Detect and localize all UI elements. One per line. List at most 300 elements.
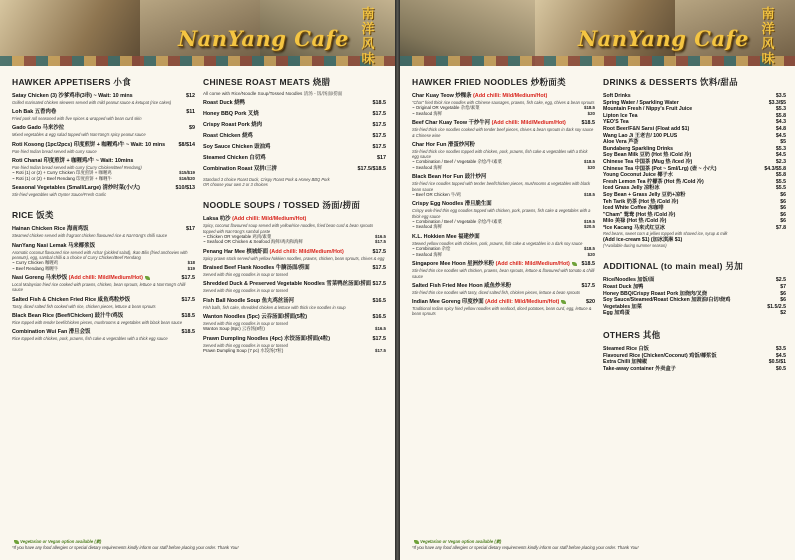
menu-item-description: Stir-fried thick rice noodles topped with chicken, pork, prawns, fish cake & vegetables with a thick egg sauce [412,148,588,159]
menu-item-row [412,201,595,208]
menu-item-name: Wanton Noodles (5pc) 云吞汤面/捞面(5粒) [203,313,308,320]
menu-item-description: Stir-fried rice noodles topped with tender beef/chicken pieces, mushrooms & vegetables with black bean sauce [412,181,591,192]
menu-item-row [12,125,195,132]
menu-item-price: $8/$14 [178,141,195,148]
menu-item-name: Combination Wui Fan 滑旦会饭 [12,329,91,336]
menu-item-row [603,152,786,159]
banner-artwork [400,0,795,66]
menu-item-price: $17.5 [372,249,386,255]
footer-veg-note: Vegetarian or Vegan option available (素) [20,539,102,545]
menu-item-option [12,266,195,272]
menu-item-row [203,111,386,118]
option-label: ~ Curry Chicken 咖喱鸡 [12,260,58,266]
menu-item-price: $0.5 [775,365,786,372]
menu-item-row [603,225,786,232]
option-label: ~ Beef OR Chicken 牛/鸡 [412,191,461,197]
menu-item-price: $17.5 [372,122,386,128]
menu-item-row [412,283,595,290]
option-price: $18.5 [584,191,595,197]
menu-item-name: Extra Chilli 加辣椒 [603,359,648,366]
menu-item-row [603,126,786,133]
menu-item-price: $5.5 [775,185,786,192]
option-label: ~ Seafood 海鲜 [412,251,443,257]
menu-item-name-wrap [412,234,480,241]
menu-item-row [603,310,786,317]
menu-item [203,281,386,293]
menu-item-row [603,159,786,166]
section-heading: OTHERS 其他 [603,330,661,341]
vegetarian-leaf-icon [414,540,419,544]
menu-item-price: $12 [186,93,195,99]
menu-item-description: Crispy wok-fried thin egg noodles topped with chicken, pork, prawns, fish cake & vegetables with a thick egg sauce [412,208,591,219]
menu-item-price: $5.5 [775,178,786,185]
menu-item-price: $4.5 [775,352,786,359]
menu-item-price: $4.8 [775,125,786,132]
menu-item-name: Black Bean Rice (Beef/Chicken) 豉汁牛/鸡饭 [12,312,124,319]
menu-item-option [412,165,595,171]
menu-item-price: $17.5 [372,281,386,288]
menu-item-row [412,174,595,181]
menu-item-name: Combination Roast 双拼/三拼 [203,166,277,172]
menu-item-name: Braised Beef Flank Noodles 牛腩汤面/捞面 [203,265,310,272]
menu-item-name-wrap [203,265,310,272]
menu-item-row [603,93,786,100]
menu-item-name: Young Coconut Juice 椰子水 [603,172,673,179]
footer-allergy-note: *If you have any food allergies or special dietary requirements kindly inform our staff before placing your order. Thank You! [412,544,639,550]
option-label: ~ Combination / Beef / Vegetable 杂烩/牛/素菜 [412,159,502,165]
menu-item-name: YEO'S Tea [603,119,629,126]
menu-item-row [203,155,386,162]
menu-item-name-wrap [12,297,130,304]
menu-item-description: Spicy, coconut flavoured soup served with yellow/rice noodles, fried bean curd & bean sprouts topped with NanYang's sambal paste [203,223,374,234]
menu-item-description: Stewed yellow noodles with chicken, pork, prawns, fish cake & vegetables in a dark soy sauce [412,240,583,246]
option-price: $19 [187,265,195,271]
menu-item-price: $17.5 [181,296,195,303]
menu-item-name: Roti Chanai 印度煎饼 + 咖喱鸡/牛 ~ Wait: 10mins [12,157,134,164]
footer-allergy-note: *If you have any food allergies or special dietary requirements kindly inform our staff before placing your order. Thank You! [12,544,239,550]
menu-item-description: Spicy prawn stock served with yellow hokkien noodles, prawns, chicken, bean sprouts, chives & egg [203,256,385,261]
menu-item-row [603,100,786,107]
menu-item-row [603,346,786,353]
menu-item-name: Soy Bean + Grass Jelly 豆奶+凉粉 [603,191,686,198]
menu-item-row [12,109,195,116]
menu-item-row [412,234,595,241]
menu-item-row [12,329,195,336]
chilli-option-note: (Add chilli: Mild/Medium/Hot) [491,120,566,127]
menu-item-price: $20 [586,298,595,305]
menu-item-price: $5 [780,139,786,146]
menu-item-price: $5.8 [775,112,786,119]
menu-item-name: Chinese Tea 中国茶 (Mug 热 /Iced 冷) [603,158,693,165]
menu-item-price: $0.5/$1 [768,359,786,366]
menu-item-price: $6 [780,198,786,205]
option-price: $18 [187,260,195,266]
menu-item-row [603,218,786,225]
option-label: ~ Roti (1) or (2) + Curry Chicken 印度煎饼 + 咖喱鸡 [12,170,112,176]
menu-page-left [0,0,395,560]
menu-item-name: Soy Sauce/Steamed/Roast Chicken 加豉油/白切/烧鸡 [603,297,731,304]
menu-item-row [603,205,786,212]
menu-item-name: Loh Bak 五香肉卷 [12,109,57,116]
menu-item [203,265,386,277]
section-heading: DRINKS & DESSERTS 饮料/甜品 [603,77,738,87]
menu-item-name: Honey BBQ/Crispy Roast Pork 加烧肉/叉烧 [603,290,708,297]
menu-item-row [12,243,195,250]
menu-item-price: $18.5 [372,100,386,106]
menu-item-name: Crispy Roast Pork 烧肉 [203,122,263,128]
menu-item-row [603,359,786,366]
menu-item-row [203,166,386,173]
menu-item-name: Fresh Lemon Tea 柠檬茶 (Hot 热 /Cold 冷) [603,178,704,185]
menu-item-description: Served with thin egg noodles in soup or tossed [203,288,288,294]
menu-item [203,249,386,261]
option-label: ~ Combination / Beef / Vegetable 杂烩/牛/素菜 [412,218,502,224]
menu-item [412,201,595,230]
menu-item-row [603,284,786,291]
menu-item-name-wrap [203,298,294,305]
menu-item-name: Roti Kosong (1pc/2pcs) 印度煎饼 + 咖喱鸡/牛 ~ Wait: 10 mins [12,141,166,148]
menu-item-name: Crispy Egg Noodles 滑旦脆生面 [412,201,492,208]
option-price: $20.5 [584,224,595,230]
option-price: $18.5 [584,105,595,111]
menu-item-row [203,265,386,272]
chilli-option-note: (Add chilli: Mild/Medium/Hot) [495,261,570,268]
chilli-option-note: (Add chilli: Mild/Medium/Hot) [68,275,143,282]
menu-item [412,283,595,295]
menu-item-name-wrap [412,283,511,290]
menu-item-price: $5.8 [775,172,786,179]
menu-item-price: $18.5 [581,261,595,268]
menu-item-name: *Ice Kacang 马来式红豆冰 [603,224,665,231]
menu-item-price: $4.3 [775,119,786,126]
brand-logo: NanYang Cafe [577,26,749,51]
menu-item-description: Stir-fried thin rice noodles with tasty, diced salted fish, chicken pieces, lettuce & bean sprouts [412,289,581,295]
menu-item-row [603,192,786,199]
menu-item-price: $17.5 [372,144,386,150]
menu-item [203,298,386,310]
combination-note: Standard 3 choice Roast Duck, Crispy Roast Pork & Honey BBQ Pork [203,177,330,182]
menu-item [12,185,195,197]
menu-item-name-wrap [412,201,492,208]
menu-item-price: $5.3 [775,106,786,113]
menu-item-name-wrap [203,249,344,256]
menu-item-name: Black Bean Hor Fun 豉汁炒河 [412,174,487,181]
menu-item-row [603,172,786,179]
menu-item-row [203,298,386,305]
menu-item-price: $16.5 [372,297,386,304]
menu-item-option [412,192,595,198]
menu-item-description: Served with thin egg noodles in soup or tossed [203,272,288,278]
menu-item-name-wrap [12,185,140,192]
menu-item-name: Iced White Coffee 冻咖啡 [603,205,664,212]
menu-item-name: Spring Water / Sparkling Water [603,99,679,106]
menu-item-name: Chinese Tea 中国茶 (Pot ~ Sml/Lrg) (壶 ~ 小/大) [603,165,717,172]
menu-item-name: Roast Duck 烧鸭 [203,100,245,106]
menu-item [12,275,195,292]
menu-item-price: $6 [780,211,786,218]
menu-item-name-wrap [12,125,64,132]
menu-item-row [12,142,195,149]
menu-item-row [603,106,786,113]
option-label: ~ Seafood 海鲜 [412,164,443,170]
menu-item-name-wrap [203,314,307,321]
menu-item [12,329,195,341]
menu-item-description: Stir-fried thick rice noodles cooked with tender beef pieces, chives & bean sprouts in dark soy sauce & Chinese wine [412,127,594,138]
kacang-availability: (*Available during summer season) [603,243,667,249]
menu-item-row [12,93,195,100]
menu-item-name: Satay Chicken (3) 沙爹鸡串(3串) ~ Wait: 10 mins [12,93,133,99]
menu-item-name: Indian Mee Goreng 印度炒面 [412,298,484,305]
menu-item-name: Lipton Ice Tea [603,112,638,119]
option-price: $16.5 [375,233,386,239]
menu-item-name-wrap [203,281,371,288]
menu-item-option [412,252,595,258]
menu-item [412,261,595,278]
menu-item-name-wrap [412,93,547,100]
menu-item-name: Flavoured Rice (Chicken/Coconut) 鸡饭/椰浆饭 [603,352,717,359]
menu-item-name-wrap [12,158,133,165]
option-price: $18.5 [584,246,595,252]
menu-item-name: Char Hor Fun 滑蛋炒河粉 [412,141,475,148]
menu-item-row [603,297,786,304]
menu-item-name: Milo 美禄 (Hot 热 /Cold 冷) [603,218,667,225]
menu-item-name-wrap [12,142,165,149]
menu-item-name: Gado Gado 马来沙拉 [12,125,65,132]
menu-item-price: $6 [780,297,786,304]
section-heading: HAWKER FRIED NOODLES 炒粉面类 [412,77,566,87]
menu-item-name-wrap [12,109,56,116]
menu-item-description: "Char" fried thick rice noodles with Chinese sausages, prawns, fish cake, egg, chives & bean sprouts [412,100,595,105]
menu-item-row [603,304,786,311]
chilli-option-note: (Add chilli: Mild/Medium/Hot) [485,298,560,305]
menu-item-description: Tasty, diced salted fish cooked with rice, chicken pieces, lettuce & bean sprouts [12,303,156,309]
menu-item-price: $4.3/$5.8 [764,165,786,172]
option-label: ~ Seafood 海鲜 [412,110,443,116]
menu-item-price: $5.3 [775,145,786,152]
menu-item [12,226,195,238]
menu-item-option [203,326,386,332]
menu-item-row [412,261,595,268]
menu-item-description: Mixed vegetables & egg salad topped with NanYang's spicy peanut sauce [12,132,146,138]
menu-item-name: "Cham" 鸳鸯 (Hot 热 /Cold 冷) [603,211,676,218]
menu-item-row [12,275,195,282]
menu-item-price: $9 [189,125,195,132]
menu-item-price: $17 [186,226,195,233]
menu-item [12,243,195,272]
menu-item-price: $17.5 [581,282,595,289]
menu-item-name: Char Kuay Teow 炒粿条 [412,93,472,99]
menu-item-price: $3.5 [775,346,786,353]
option-label: ~ Seafood 海鲜 [412,224,443,230]
menu-item-row [412,142,595,149]
menu-item-row [12,226,195,233]
menu-item-row [203,100,386,107]
option-label: ~ Original OR Vegetable 杂烩/素菜 [412,105,480,111]
menu-item-row [12,185,195,192]
menu-item-description: Pan-fried Indian bread served with curry (Curry Chicken/Beef Rendang) [12,164,142,170]
menu-item-price: $4.5 [775,152,786,159]
menu-item-row [12,313,195,320]
option-label: ~ Seafood OR Chicken & Seafood 海鲜/鸡肉和海鲜 [203,239,303,245]
menu-item-name: Steamed Rice 白饭 [603,346,649,353]
menu-item [412,174,595,197]
menu-item-name-wrap [203,336,330,343]
menu-item-price: $6 [780,218,786,225]
menu-item-price: $2.3 [775,158,786,165]
menu-item-price: $17.5/$18.5 [357,166,386,172]
menu-item-name-wrap [412,142,475,149]
section-subheading: All come with Rice/Noodle Soup/Tossed Noodles 清汤 - 饭/汤面/捞面 [203,91,343,96]
menu-item [12,313,195,325]
menu-item-price: $6 [780,191,786,198]
menu-item-price: $4.5 [775,132,786,139]
menu-item [412,142,595,171]
menu-item-name: NanYang Nasi Lemak 马来椰浆饭 [12,242,95,249]
menu-item-name: Root Beer/F&N Sarsi (Float add $1) [603,125,690,132]
menu-item-name-wrap [12,275,150,282]
menu-item-price: $18.5 [181,312,195,319]
menu-item-row [12,297,195,304]
menu-item-row [12,158,195,165]
menu-item-name: Take-away container 外卖盒子 [603,365,676,372]
option-label: Wanton Soup (8pc) 云吞汤(8粒) [203,326,265,332]
option-label: ~ Roti (1) or (2) + Beef Rendang 印度煎饼 + 咖喱牛 [12,175,112,181]
menu-item-name: Iced Grass Jelly 凉粉冰 [603,185,660,192]
menu-item-price: $17.5 [372,335,386,342]
menu-item-description: Pan-fried Indian bread served with curry sauce [12,148,97,154]
section-heading: ADDITIONAL (to main meal) 另加 [603,261,744,272]
kacang-extra: (Add ice-cream $1) (加冰淇淋 $1) [603,236,683,243]
menu-item-name: Roast Chicken 烧鸡 [203,133,253,139]
menu-item-row [412,299,595,306]
menu-item-price: $17 [377,155,386,161]
menu-item-price: $17.5 [372,265,386,272]
vegetarian-leaf-icon [572,262,577,266]
vegetarian-leaf-icon [145,276,150,280]
menu-item-description: Stir-fried vegetables with Oyster Sauce/Fresh Garlic [12,192,107,198]
footer-left [12,539,382,550]
menu-item-name: Penang Har Mee 槟城虾面 [203,249,269,255]
menu-item-name: Wang Lao Ji 王老吉/ 100 PLUS [603,132,678,139]
menu-item-price: $10/$13 [175,185,195,192]
menu-item-description: Served with thin egg noodles in soup or tossed [203,342,288,348]
menu-item-name: Bundaberg Sparkling Drinks [603,145,674,152]
menu-item-name: Mountain Fresh / Nippy's Fruit Juice [603,106,693,113]
vegetarian-leaf-icon [14,540,19,544]
menu-item-option [203,239,386,245]
menu-item-description: Aromatic coconut flavoured rice served with Achar (pickled salad), Ikan Bilis (fried anchovies with peanuts), egg, sambal chilli & a choice of Curry Chicken/Beef Rendang [12,249,188,260]
menu-item-name: Hainan Chicken Rice 海南鸡饭 [12,226,89,233]
column-appetisers-rice [12,76,195,345]
menu-item-name: Egg 加鸡蛋 [603,310,630,317]
menu-item-description: Steamed chicken served with fragrant chicken flavoured rice & NanYang's chilli sauce [12,233,167,239]
option-price: $15/$19 [179,170,195,176]
menu-item-price: $3.3/$5 [768,99,786,106]
option-price: $20 [587,110,595,116]
menu-item-row [603,366,786,373]
menu-item-name: Laksa 叻沙 [203,216,231,223]
menu-item-price: $11 [186,109,195,116]
menu-item-name: Soy Bean Milk 豆奶 (Hot 热 /Cold 冷) [603,152,692,159]
menu-item-row [203,336,386,343]
option-label: ~ Combination 杂烩 [412,246,451,252]
brand-logo-cn: 南洋风味 [361,6,375,66]
menu-item-price: $17.5 [372,133,386,139]
menu-item-row [412,93,595,100]
menu-item [12,297,195,309]
menu-item-name-wrap [12,226,88,233]
option-price: $19.5 [584,218,595,224]
menu-item-row [203,144,386,151]
option-label: ~ Chicken OR Vegetable 鸡肉/素菜 [203,233,272,239]
chilli-option-note: (Add chilli: Mild/Medium/Hot) [232,216,307,223]
menu-item-description: Stir-fried thin rice noodles with chicken, prawns, bean sprouts, lettuce & flavoured with tomato & chilli sauce [412,268,595,279]
menu-item-option [412,111,595,117]
menu-item-row [203,314,386,321]
menu-item [12,109,195,121]
menu-item-price: $17.5 [372,111,386,117]
menu-item-price: $3.5 [775,93,786,99]
section-heading: HAWKER APPETISERS 小食 [12,77,132,87]
column-drinks-additional-others [603,76,786,372]
menu-item-name: Prawn Dumpling Noodles (4pc) 水饺汤面/捞面(4粒) [203,335,330,342]
section-heading: RICE 饭类 [12,210,54,221]
menu-item-price: $7.8 [775,224,786,231]
menu-item-name-wrap [12,243,95,250]
menu-item-name: Nasi Goreng 马来炒饭 [12,275,68,282]
menu-item [12,158,195,181]
menu-item-name: Aloe Vera 芦荟 [603,139,639,146]
menu-item-description: Local Malaysian fried rice cooked with prawns, chicken, bean sprouts, lettuce & NanYang's chilli sauce [12,282,186,293]
menu-item-price: $2 [780,310,786,317]
menu-item [12,125,195,137]
menu-page-right [400,0,795,560]
option-label: Prawn Dumpling Soup (7 pc) 水饺汤(7粒) [203,347,284,353]
menu-item-name: Rice/Noodles 加饭/面 [603,277,655,284]
menu-item-name-wrap [412,299,566,306]
menu-item-price: $2.5 [775,277,786,284]
menu-item-row [603,139,786,146]
menu-item-name: Vegetables 加菜 [603,303,642,310]
menu-item-option [412,224,595,230]
menu-item [203,314,386,332]
menu-item [203,216,386,245]
menu-item-price: $6 [780,290,786,297]
menu-item-name-wrap [412,120,566,127]
menu-item-name: Soft Drinks [603,93,631,99]
menu-item-name-wrap [12,93,133,100]
option-price: $16.5 [375,326,386,332]
brand-logo-cn: 南洋风味 [761,6,775,66]
menu-item-name: K.L. Hokkien Mee 福建炒面 [412,233,480,240]
combination-note: OR choose your own 2 or 3 choices [203,182,268,188]
menu-item-name: Seasonal Vegetables (Small/Large) 清炒时菜(小/大) [12,185,140,192]
menu-item-description: Fish balls, fish cake, shredded chicken & lettuce with thick rice noodles in soup [203,304,346,310]
menu-item-name: Steamed Chicken 白切鸡 [203,155,266,161]
option-price: $17.5 [375,347,386,353]
menu-item-name: Shredded Duck & Preserved Vegetable Noodles 雪菜鸭丝汤面/捞面 [203,281,372,288]
menu-item [203,336,386,354]
menu-item-name: Singapore Mee Hoon 星洲炒米粉 [412,261,495,268]
brand-logo: NanYang Cafe [177,26,349,51]
kacang-description: Red beans, sweet corn & jellies topped with shaved ice, syrup & milk [603,231,728,237]
menu-item-name-wrap [203,216,306,223]
section-heading: NOODLE SOUPS / TOSSED 汤面/捞面 [203,200,361,211]
option-price: $20 [587,251,595,257]
menu-item-price: $18.5 [581,120,595,127]
menu-item-price: $17.5 [181,275,195,282]
footer-veg-note: Vegetarian or Vegan option available (素) [420,539,502,545]
